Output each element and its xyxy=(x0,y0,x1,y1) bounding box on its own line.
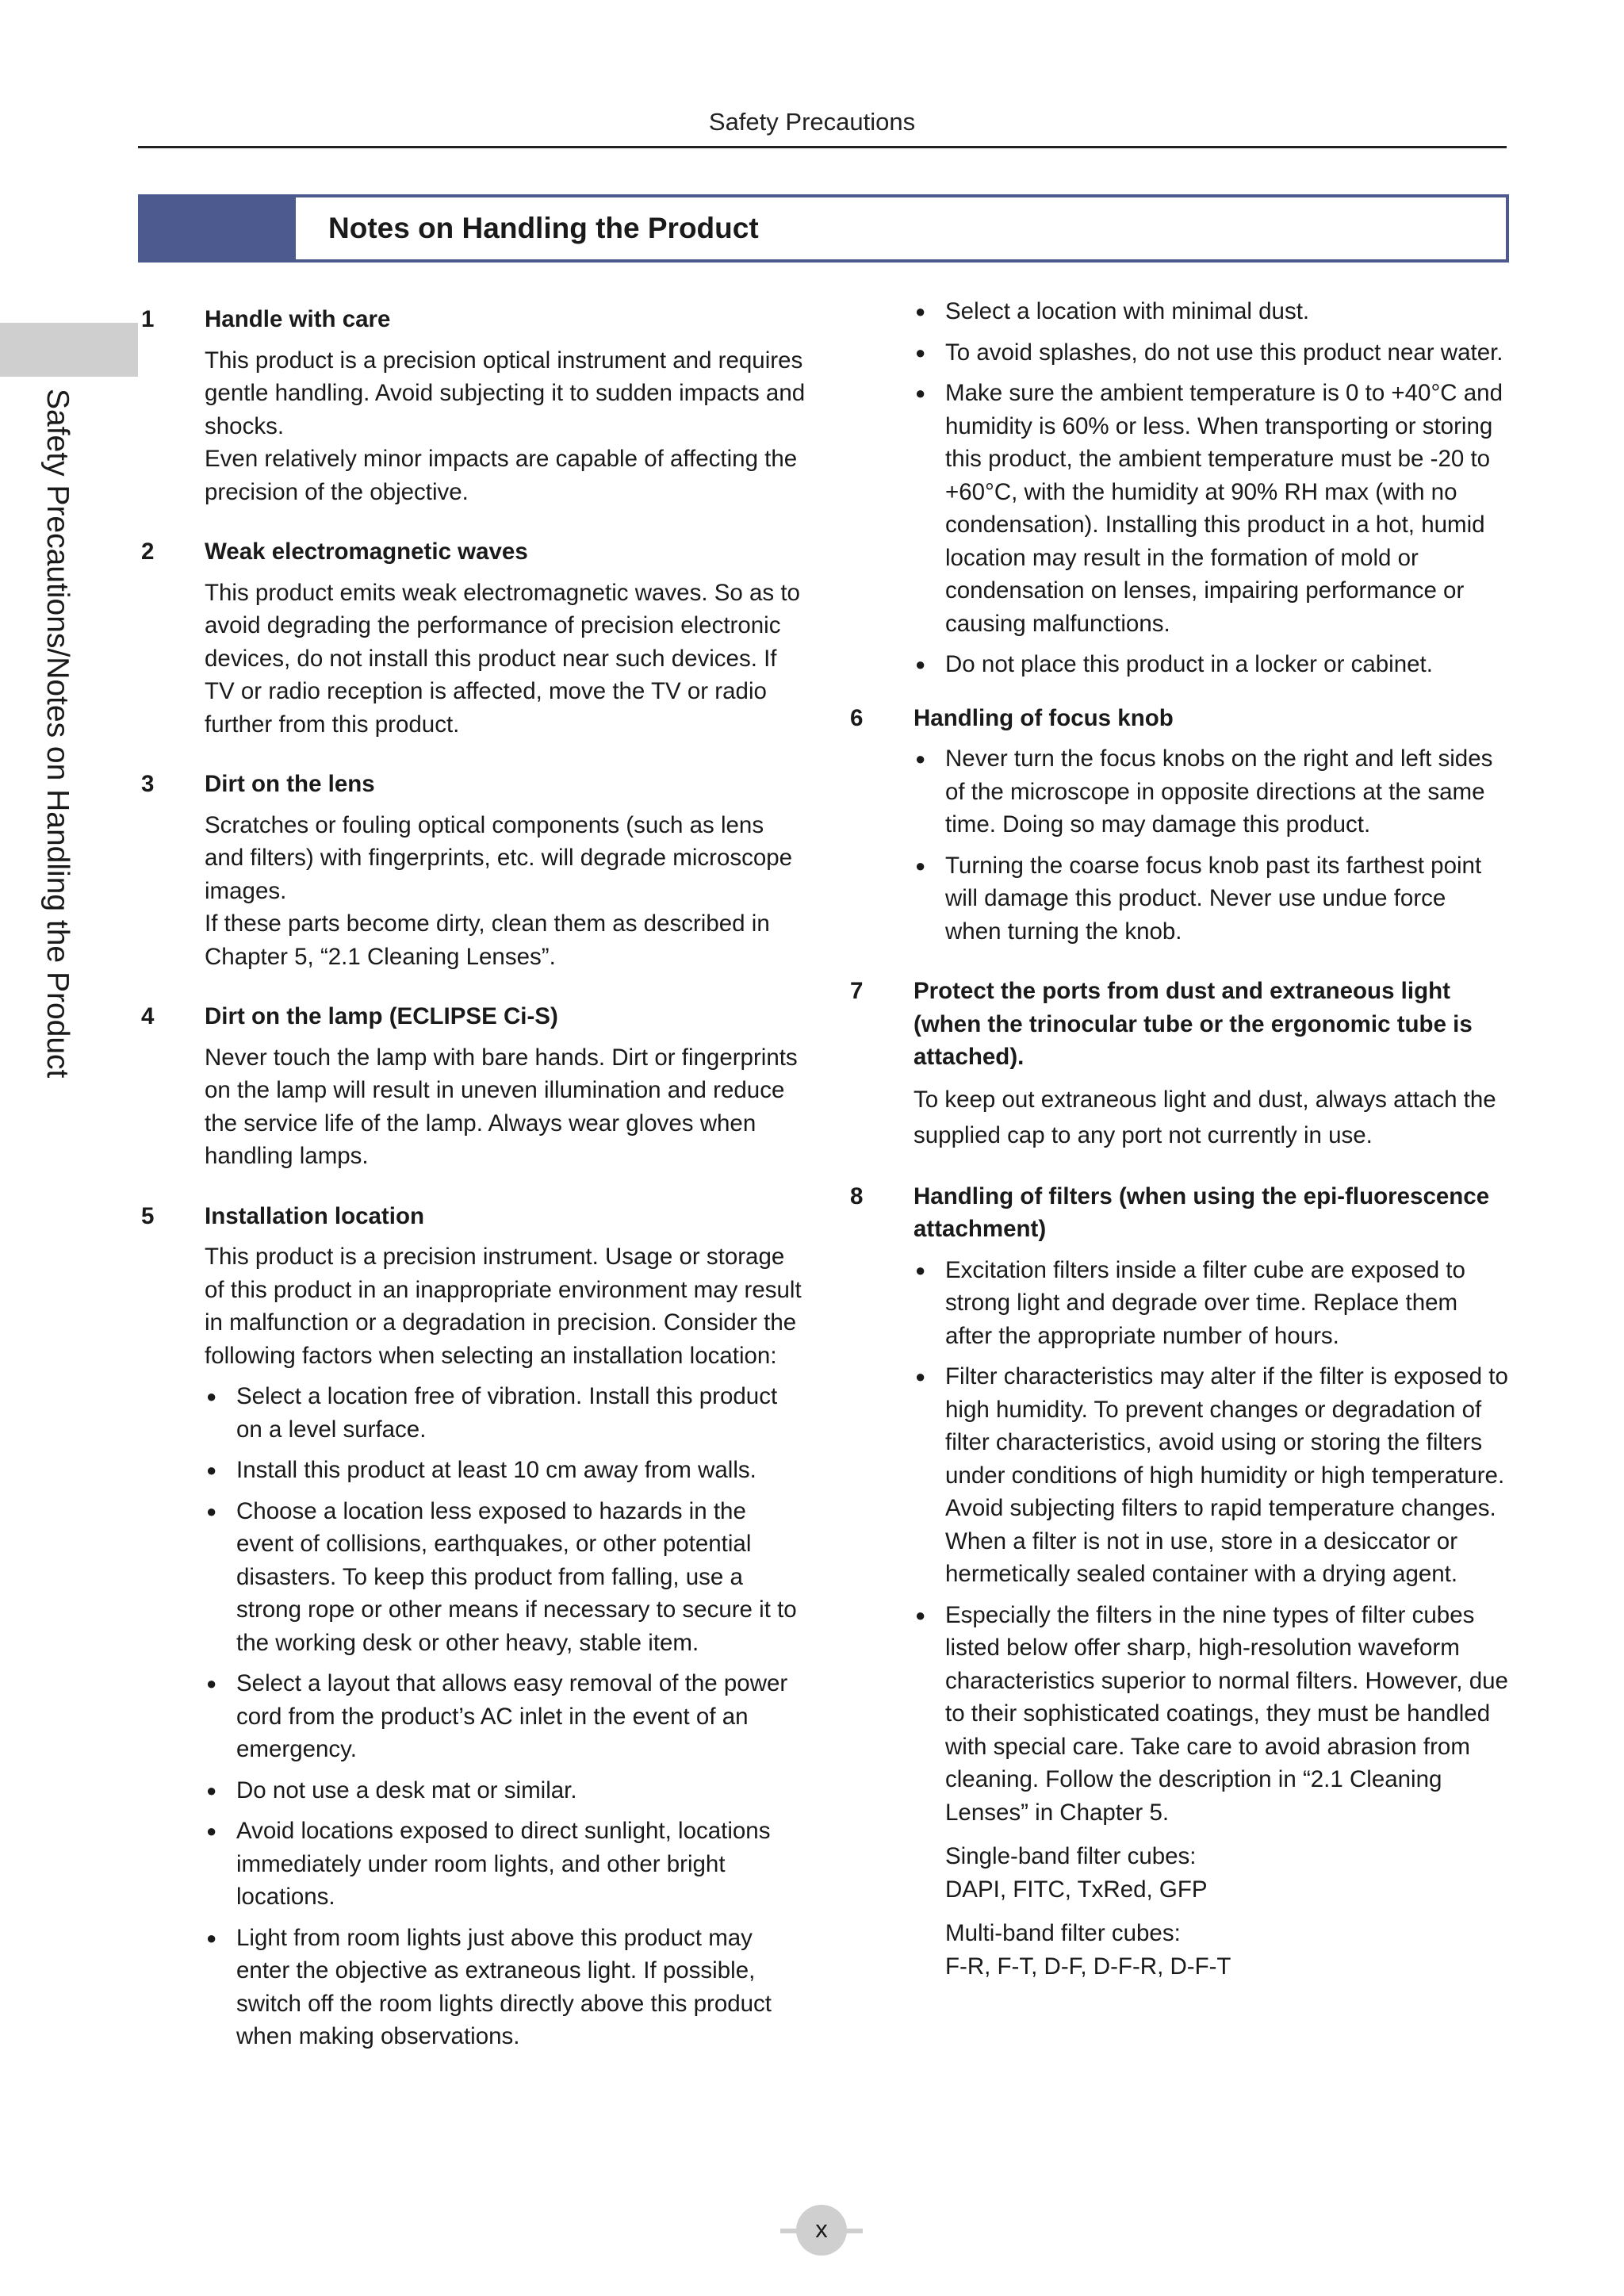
section-number: 2 xyxy=(141,539,155,565)
section-3 xyxy=(141,768,807,973)
left-column xyxy=(141,303,807,2080)
section-title: Installation location xyxy=(205,1202,424,1229)
section-title: Handle with care xyxy=(205,306,391,332)
bullet-item: ● Select a location with minimal dust. xyxy=(914,295,1508,328)
section-paragraph: This product emits weak electromagnetic waves. So as to avoid degrading the performance of precision electronic devices, do not install this product near such devices. If TV or radio reception is affected, move the TV or radio further from this product. xyxy=(205,579,800,738)
section-title: Dirt on the lens xyxy=(205,771,375,797)
section-paragraph: Scratches or fouling optical components (such as lens and filters) with fingerprints, etc. will degrade microscope images. xyxy=(205,811,793,904)
section-number: 3 xyxy=(141,771,155,797)
filter-cube-label: Single-band filter cubes: xyxy=(945,1843,1197,1869)
bullet-list xyxy=(914,1254,1508,1830)
section-banner xyxy=(138,194,1509,263)
filter-cube-values: DAPI, FITC, TxRed, GFP xyxy=(945,1876,1208,1903)
section-7 xyxy=(850,975,1508,1153)
section-number: 8 xyxy=(850,1182,864,1209)
section-paragraph: If these parts become dirty, clean them as described in Chapter 5, “2.1 Cleaning Lenses”. xyxy=(205,910,770,970)
section-5-continued xyxy=(850,295,1508,681)
bullet-item: ● Select a layout that allows easy removal of the power cord from the product’s AC inlet in the event of an emergency. xyxy=(205,1667,807,1766)
section-number: 4 xyxy=(141,1003,155,1029)
section-title: Weak electromagnetic waves xyxy=(205,539,528,565)
bullet-item: ● Light from room lights just above this product may enter the objective as extraneous light. If possible, switch off the room lights directly above this product when making observations. xyxy=(205,1922,807,2053)
bullet-item: ● Avoid locations exposed to direct sunlight, locations immediately under room lights, and other bright locations. xyxy=(205,1815,807,1914)
section-title: Protect the ports from dust and extraneous light (when the trinocular tube or the ergonomic tube is attached). xyxy=(914,978,1473,1070)
section-number: 1 xyxy=(141,306,155,332)
header-rule xyxy=(138,146,1507,148)
section-title: Dirt on the lamp (ECLIPSE Ci-S) xyxy=(205,1003,558,1029)
bullet-list xyxy=(914,295,1508,681)
bullet-item: ● Do not place this product in a locker or cabinet. xyxy=(914,648,1508,681)
banner-title: Notes on Handling the Product xyxy=(328,212,759,244)
section-2 xyxy=(141,535,807,741)
section-1 xyxy=(141,303,807,508)
section-paragraph: Even relatively minor impacts are capable of affecting the precision of the objective. xyxy=(205,446,798,505)
section-number: 7 xyxy=(850,978,864,1004)
filter-cube-values: F-R, F-T, D-F, D-F-R, D-F-T xyxy=(945,1953,1231,1980)
bullet-item: ● Make sure the ambient temperature is 0 to +40°C and humidity is 60% or less. When transporting or storing this product, the ambient temperature must be -20 to +60°C, with the humidity at 90% RH max (with no condensation). Installing this product in a hot, humid location may result in the formation of mold or condensation on lenses, impairing performance or causing malfunctions. xyxy=(914,377,1508,640)
bullet-item: ● Install this product at least 10 cm away from walls. xyxy=(205,1454,807,1487)
bullet-item: ● Choose a location less exposed to hazards in the event of collisions, earthquakes, or other potential disasters. To keep this product from falling, use a strong rope or other means if necessary to secure it to the working desk or other heavy, stable item. xyxy=(205,1495,807,1660)
banner-accent-block xyxy=(141,197,296,259)
bullet-item: ● Select a location free of vibration. Install this product on a level surface. xyxy=(205,1380,807,1446)
page-number-badge xyxy=(780,2205,863,2256)
section-paragraph: To keep out extraneous light and dust, always attach the supplied cap to any port not currently in use. xyxy=(914,1086,1496,1148)
section-8 xyxy=(850,1180,1508,1984)
page-header-title: Safety Precautions xyxy=(708,108,916,136)
side-section-label: Safety Precautions/Notes on Handling the Product xyxy=(40,389,75,1079)
section-4 xyxy=(141,1000,807,1173)
bullet-item: ● Excitation filters inside a filter cube are exposed to strong light and degrade over time. Replace them after the appropriate number of hours. xyxy=(914,1254,1508,1353)
section-number: 6 xyxy=(850,704,864,731)
filter-cube-list-multi xyxy=(914,1917,1508,1983)
filter-cube-label: Multi-band filter cubes: xyxy=(945,1920,1181,1946)
bullet-list xyxy=(205,1380,807,2053)
section-title: Handling of filters (when using the epi-fluorescence attachment) xyxy=(914,1182,1490,1242)
section-number: 5 xyxy=(141,1202,155,1229)
section-paragraph: Never touch the lamp with bare hands. Dirt or fingerprints on the lamp will result in uneven illumination and reduce the service life of the lamp. Always wear gloves when handling lamps. xyxy=(205,1044,798,1169)
bullet-item: ● Especially the filters in the nine types of filter cubes listed below offer sharp, high-resolution waveform characteristics superior to normal filters. However, due to their sophisticated coatings, they must be handled with special care. Take care to avoid abrasion from cleaning. Follow the description in “2.1 Cleaning Lenses” in Chapter 5. xyxy=(914,1599,1508,1830)
bullet-list xyxy=(914,742,1508,948)
bullet-item: ● Do not use a desk mat or similar. xyxy=(205,1774,807,1807)
bullet-item: ● Never turn the focus knobs on the right and left sides of the microscope in opposite directions at the same time. Doing so may damage this product. xyxy=(914,742,1508,841)
bullet-item: ● Turning the coarse focus knob past its farthest point will damage this product. Never use undue force when turning the knob. xyxy=(914,849,1508,949)
section-title: Handling of focus knob xyxy=(914,704,1174,731)
side-tab-marker xyxy=(0,323,138,377)
filter-cube-list-single xyxy=(914,1840,1508,1906)
bullet-item: ● To avoid splashes, do not use this product near water. xyxy=(914,336,1508,370)
bullet-item: ● Filter characteristics may alter if the filter is exposed to high humidity. To prevent changes or degradation of filter characteristics, avoid using or storing the filters under conditions of high humidity or high temperature. Avoid subjecting filters to rapid temperature changes. When a filter is not in use, store in a desiccator or hermetically sealed container with a drying agent. xyxy=(914,1360,1508,1591)
section-paragraph: This product is a precision instrument. Usage or storage of this product in an inappropriate environment may result in malfunction or a degradation in precision. Consider the following factors when selecting an installation location: xyxy=(205,1244,802,1369)
section-paragraph: This product is a precision optical instrument and requires gentle handling. Avoid subjecting it to sudden impacts and shocks. xyxy=(205,347,806,439)
section-6 xyxy=(850,702,1508,949)
section-5 xyxy=(141,1200,807,2053)
right-column xyxy=(850,295,1508,2010)
page-number: x xyxy=(796,2205,847,2256)
